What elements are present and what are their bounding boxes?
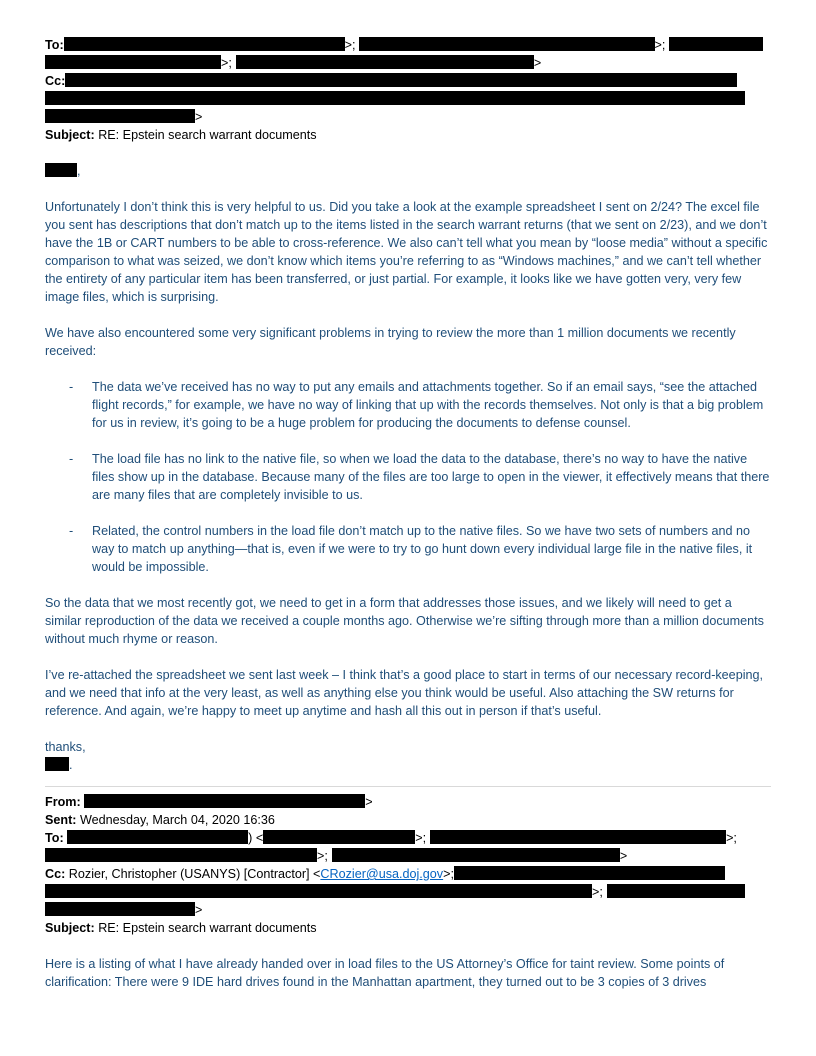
- reply-body: [45, 162, 771, 774]
- redaction: [359, 37, 655, 51]
- redaction: [45, 91, 745, 105]
- punct: >;: [726, 831, 737, 845]
- sent-label: Sent:: [45, 813, 77, 827]
- punct: >;: [221, 56, 232, 70]
- punct: ) <: [248, 831, 264, 845]
- sent-value: Wednesday, March 04, 2020 16:36: [79, 813, 275, 827]
- orig-sent-line: [45, 811, 771, 829]
- redaction: [45, 902, 195, 916]
- redaction: [65, 73, 737, 87]
- punct: >;: [344, 38, 356, 52]
- punct: ,: [77, 164, 81, 178]
- punct: >: [533, 56, 542, 70]
- orig-to-line-2: [45, 847, 771, 865]
- bullet-dash: -: [69, 452, 74, 466]
- redaction: [84, 794, 365, 808]
- orig-subject-line: [45, 919, 771, 937]
- punct: >: [195, 110, 203, 124]
- punct: >: [195, 903, 203, 917]
- bullet-text: The data we’ve received has no way to put any emails and attachments together. So if an email says, “see the attached flight records,” for example, we have no way of linking that up with the records themselves. Not only is that a big problem for us in review, it’s going to be a huge problem for producing the documents to defense counsel.: [92, 380, 764, 430]
- punct: .: [69, 758, 73, 772]
- bullet-item: [45, 522, 771, 576]
- redaction: [607, 884, 745, 898]
- redaction: [263, 830, 415, 844]
- orig-from-line: [45, 793, 771, 811]
- redaction: [45, 55, 221, 69]
- reply-subject-line: [45, 126, 771, 144]
- redaction: [332, 848, 620, 862]
- punct: >;: [317, 849, 328, 863]
- punct: >: [619, 849, 628, 863]
- paragraph-1: Unfortunately I don’t think this is very helpful to us. Did you take a look at the example spreadsheet I sent on 2/24? The excel file you sent has descriptions that don’t match up to the items listed in the search warrant returns (that we sent on 2/23), and we don’t have the 1B or CART numbers to be able to cross-reference. We also can’t tell what you mean by “loose media” without a specific comparison to what was seized, we don’t know which items you’re referring to as “Windows machines,” and we can’t tell whether the entirety of any particular item has been transferred, or just partial. For example, it looks like we have gotten very, very few image files, which is surprising.: [45, 200, 768, 304]
- subject-label: Subject:: [45, 921, 95, 935]
- redaction: [45, 163, 77, 177]
- redaction: [45, 757, 69, 771]
- to-label: To:: [45, 38, 64, 52]
- redaction: [67, 830, 248, 844]
- redaction: [669, 37, 763, 51]
- punct: >;: [654, 38, 666, 52]
- reply-cc-line-2: [45, 90, 771, 108]
- cc-email-link[interactable]: CRozier@usa.doj.gov: [320, 867, 444, 881]
- cc-label: Cc:: [45, 867, 66, 881]
- bullet-item: [45, 378, 771, 432]
- redaction: [64, 37, 345, 51]
- from-label: From:: [45, 795, 81, 809]
- email-document: [45, 36, 771, 991]
- reply-cc-line: [45, 72, 771, 90]
- to-label: To:: [45, 831, 64, 845]
- bullet-dash: -: [69, 380, 74, 394]
- signoff: thanks,: [45, 740, 86, 754]
- paragraph-3: So the data that we most recently got, we need to get in a form that addresses those issues, and we likely will need to get a similar reproduction of the data we received a couple months ago. Otherwise we’re sifting through more than a million documents without much rhyme or reason.: [45, 596, 764, 646]
- reply-to-line: [45, 36, 771, 54]
- redaction: [45, 848, 317, 862]
- redaction: [236, 55, 534, 69]
- orig-cc-line-2: [45, 883, 771, 901]
- subject-label: Subject:: [45, 128, 95, 142]
- orig-to-line: [45, 829, 771, 847]
- paragraph-2: We have also encountered some very significant problems in trying to review the more than 1 million documents we recently received:: [45, 326, 736, 358]
- orig-cc-line-3: [45, 901, 771, 919]
- bullet-text: Related, the control numbers in the load file don’t match up to the native files. So we have two sets of numbers and no way to match up anything—that is, even if we were to try to go hunt down every individual large file in the native files, it would be impossible.: [92, 524, 753, 574]
- redaction: [430, 830, 726, 844]
- orig-body: Here is a listing of what I have already handed over in load files to the US Attorney’s Office for taint review. Some points of clarification: There were 9 IDE hard drives found in the Manhattan apartment, they turned out to be 3 copies of 3 drives: [45, 957, 725, 989]
- redaction: [45, 884, 592, 898]
- punct: >: [365, 795, 373, 809]
- subject-text: RE: Epstein search warrant documents: [98, 128, 317, 142]
- signature: [45, 756, 771, 774]
- cc-name: Rozier, Christopher (USANYS) [Contractor] <: [68, 867, 321, 881]
- reply-cc-line-3: [45, 108, 771, 126]
- greeting: [45, 162, 771, 180]
- punct: >;: [592, 885, 603, 899]
- cc-label: Cc:: [45, 74, 66, 88]
- reply-to-line-2: [45, 54, 771, 72]
- paragraph-4: I’ve re-attached the spreadsheet we sent last week – I think that’s a good place to start in terms of our necessary record-keeping, and we need that info at the very least, as well as anything else you think would be useful. Also attaching the SW returns for reference. And again, we’re happy to meet up anytime and hash all this out in person if that’s useful.: [45, 668, 763, 718]
- bullet-dash: -: [69, 524, 74, 538]
- bullet-item: [45, 450, 771, 504]
- subject-text: RE: Epstein search warrant documents: [98, 921, 317, 935]
- punct: >;: [415, 831, 427, 845]
- divider: [45, 786, 771, 787]
- punct: >;: [443, 867, 454, 881]
- bullet-text: The load file has no link to the native file, so when we load the data to the database, there’s no way to have the native files show up in the database. Because many of the files are too large to open in the viewer, it effectively means that there are many files that are completely invisible to us.: [92, 452, 770, 502]
- redaction: [454, 866, 725, 880]
- orig-cc-line: [45, 865, 771, 883]
- redaction: [45, 109, 195, 123]
